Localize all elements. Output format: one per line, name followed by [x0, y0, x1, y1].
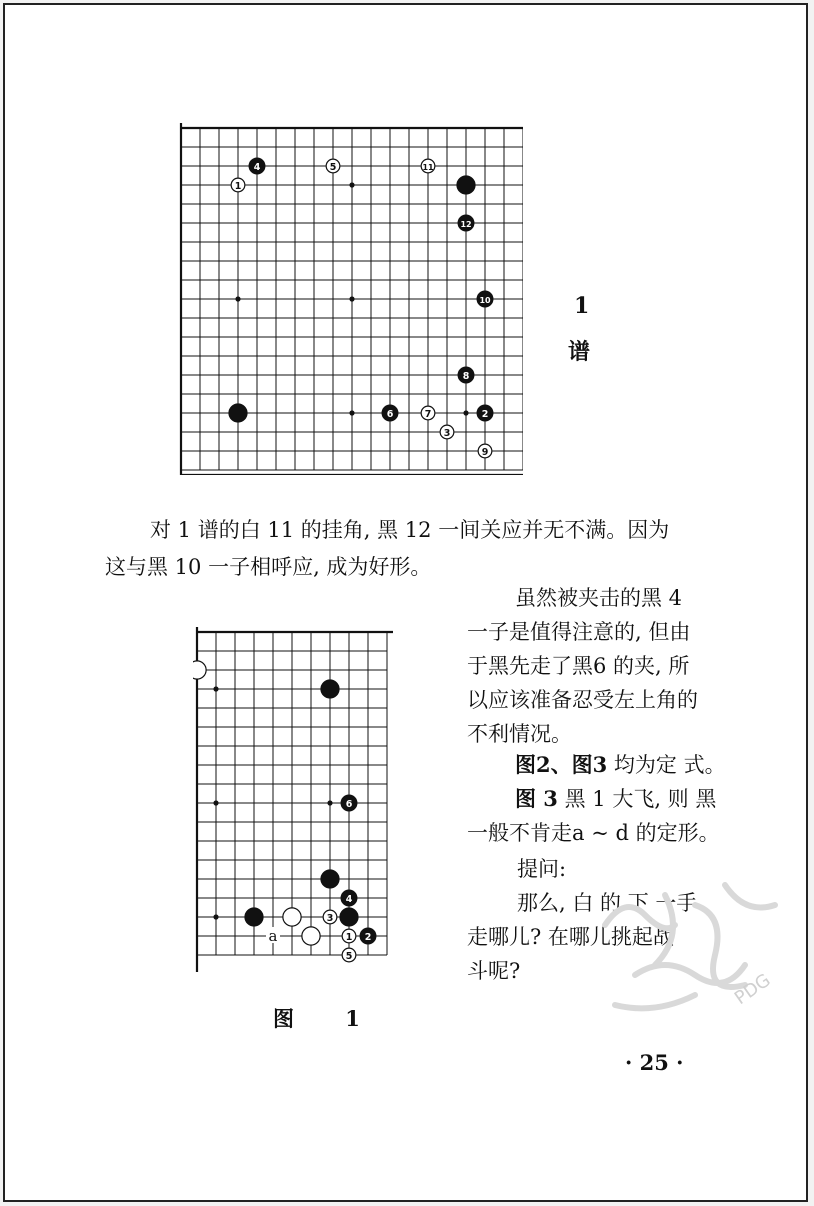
- go-diagram-1: [175, 123, 523, 475]
- watermark-text: PDG: [730, 969, 775, 1010]
- black-stone: [321, 870, 339, 888]
- grid-lines: [197, 632, 387, 955]
- black-stone: [341, 890, 357, 906]
- black-stone: [229, 404, 247, 422]
- black-stone: [249, 158, 265, 174]
- paragraph-3-rest: 均为定 式。: [613, 753, 726, 777]
- paragraph-2-line-1: 虽然被夹击的黑 4: [515, 586, 683, 610]
- star-point: [213, 800, 218, 805]
- black-stone: [477, 291, 493, 307]
- move-number: 5: [329, 162, 337, 173]
- star-point: [213, 914, 218, 919]
- white-stone: [323, 910, 337, 924]
- move-number: 1: [345, 932, 353, 943]
- white-stone: [326, 159, 340, 173]
- white-stone: [302, 927, 320, 945]
- stone-body: [340, 908, 358, 926]
- paragraph-2-line-2: 一子是值得注意的, 但由: [467, 620, 691, 644]
- move-number: 5: [345, 951, 353, 962]
- star-point: [349, 296, 354, 301]
- move-number: 3: [443, 428, 451, 439]
- stone-body: [321, 870, 339, 888]
- watermark-stamp: [575, 865, 808, 1039]
- black-stone: [477, 405, 493, 421]
- stone-body: [321, 680, 339, 698]
- diagram-1-number: 1: [574, 293, 590, 319]
- black-stone: [245, 908, 263, 926]
- white-stone: [421, 406, 435, 420]
- black-stone: [457, 176, 475, 194]
- black-stone: [340, 908, 358, 926]
- paragraph-2-line-5: 不利情况。: [467, 722, 572, 746]
- star-point: [213, 686, 218, 691]
- move-number: 7: [424, 409, 432, 420]
- move-number: 6: [345, 799, 353, 810]
- stone-body: [193, 661, 206, 679]
- star-point: [349, 182, 354, 187]
- white-stone: [193, 661, 206, 679]
- white-stone: [342, 948, 356, 962]
- go-diagram-2: [193, 627, 393, 975]
- move-number: 3: [326, 913, 334, 924]
- paragraph-4-line-1: [515, 782, 716, 816]
- move-number: 11: [422, 163, 434, 172]
- move-number: 9: [481, 447, 489, 458]
- stone-body: [229, 404, 247, 422]
- move-number: 4: [253, 162, 261, 173]
- go-board-1-svg: [175, 123, 523, 475]
- white-stone: [231, 178, 245, 192]
- move-number: 10: [479, 296, 491, 305]
- white-stone: [283, 908, 301, 926]
- diagram-1-label: 谱: [568, 339, 591, 365]
- move-number: 12: [460, 220, 472, 229]
- watermark-seal-icon: [575, 865, 808, 1035]
- move-number: 2: [481, 409, 489, 420]
- figure-1-caption: 图 1: [273, 1006, 382, 1031]
- white-stone: [440, 425, 454, 439]
- paragraph-3-bold: 图2、图3: [515, 752, 608, 777]
- paragraph-1-line-1: 对 1 谱的白 11 的挂角, 黑 12 一间关应并无不满。因为: [150, 518, 670, 542]
- stone-body: [457, 176, 475, 194]
- stone-body: [302, 927, 320, 945]
- black-stone: [360, 928, 376, 944]
- move-number: 4: [345, 894, 353, 905]
- move-number: 2: [364, 932, 372, 943]
- move-number: 6: [386, 409, 394, 420]
- star-point: [327, 800, 332, 805]
- book-page: [3, 3, 808, 1202]
- paragraph-2-line-4: 以应该准备忍受左上角的: [467, 688, 698, 712]
- black-stone: [341, 795, 357, 811]
- paragraph-6-line-3: 斗呢?: [467, 959, 521, 983]
- star-point: [235, 296, 240, 301]
- paragraph-6-line-1: 那么, 白 的 下 一手: [517, 891, 698, 915]
- move-number: 8: [462, 371, 470, 382]
- white-stone: [478, 444, 492, 458]
- white-stone: [342, 929, 356, 943]
- paragraph-3: [515, 748, 726, 782]
- paragraph-4-bold: 图 3: [515, 786, 558, 811]
- page-number: · 25 ·: [625, 1050, 684, 1075]
- paragraph-4-rest: 黑 1 大飞, 则 黑: [564, 787, 717, 811]
- stone-body: [245, 908, 263, 926]
- black-stone: [382, 405, 398, 421]
- go-board-2-svg: [193, 627, 393, 975]
- star-point: [349, 410, 354, 415]
- black-stone: [458, 215, 474, 231]
- star-point: [463, 410, 468, 415]
- paragraph-4-line-2: 一般不肯走a ~ d 的定形。: [467, 821, 720, 845]
- paragraph-2-line-3: 于黑先走了黑6 的夹, 所: [467, 654, 690, 678]
- black-stone: [321, 680, 339, 698]
- move-number: 1: [234, 181, 242, 192]
- black-stone: [458, 367, 474, 383]
- board-letter: a: [268, 927, 278, 945]
- paragraph-5: 提问:: [517, 857, 567, 881]
- white-stone: [421, 159, 435, 173]
- paragraph-1-line-2: 这与黑 10 一子相呼应, 成为好形。: [105, 555, 432, 579]
- paragraph-6-line-2: 走哪儿? 在哪儿挑起战: [467, 925, 674, 949]
- stone-body: [283, 908, 301, 926]
